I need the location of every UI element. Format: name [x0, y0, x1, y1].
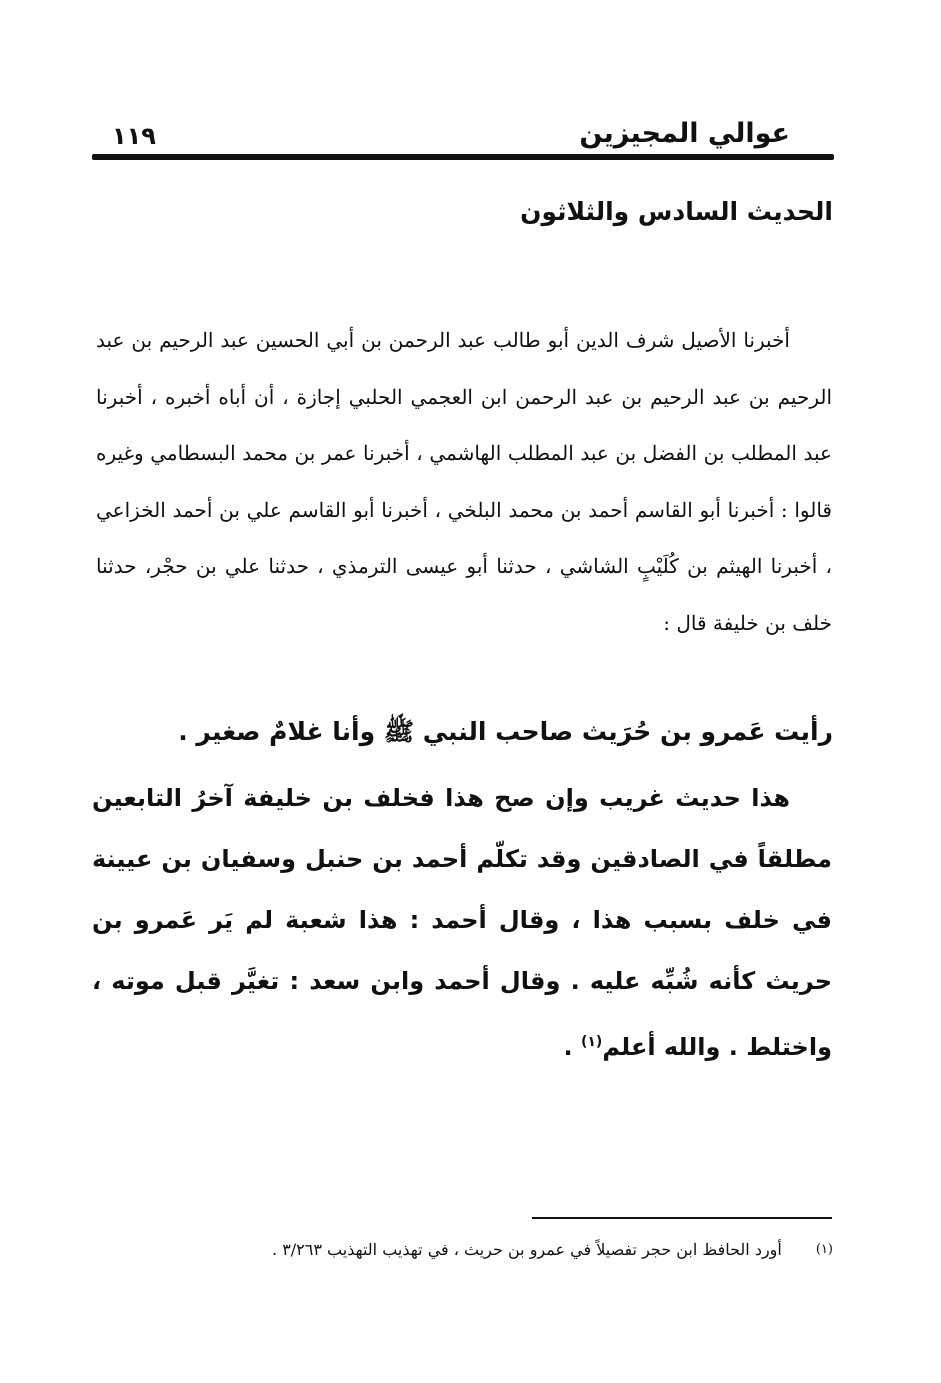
hadith-text: رأيت عَمرو بن حُرَيث صاحب النبي ﷺ وأنا غلامٌ صغير .: [178, 717, 833, 746]
footnote: [272, 1236, 833, 1264]
header-rule: [92, 154, 834, 160]
section-title: الحديث السادس والثلاثون: [520, 197, 833, 226]
footnote-text: أورد الحافظ ابن حجر تفصيلاً في عمرو بن حريث ، في تهذيب التهذيب ٣/٢٦٣ .: [272, 1240, 782, 1259]
page-number: ١١٩: [112, 122, 156, 150]
commentary-end: .: [563, 1033, 581, 1061]
running-title: عوالي المجيزين: [579, 118, 790, 149]
isnad-paragraph: [96, 312, 832, 651]
commentary-paragraph: [92, 768, 832, 1078]
footnote-marker: (١): [815, 1242, 833, 1257]
commentary-text: هذا حديث غريب وإن صح هذا فخلف بن خليفة آخرُ التابعين مطلقاً في الصادقين وقد تكلّم أحمد بن حنبل وسفيان بن عيينة في خلف بسبب هذا ، وقال أحمد : هذا شعبة لم يَر عَمرو بن حريث كأنه شُبِّه عليه . وقال أحمد وابن سعد : تغيَّر قبل موته ، واختلط . والله أعلم: [92, 784, 832, 1061]
page-header: [92, 108, 834, 156]
footnote-separator: [532, 1217, 832, 1219]
footnote-reference: (١): [580, 1034, 603, 1050]
isnad-text: أخبرنا الأصيل شرف الدين أبو طالب عبد الرحمن بن أبي الحسين عبد الرحيم بن عبد الرحيم بن عبد الرحيم بن عبد الرحمن ابن العجمي الحلبي إجازة ، أن أباه أخبره ، أخبرنا عبد المطلب بن الفضل بن عبد المطلب الهاشمي ، أخبرنا عمر بن محمد البسطامي وغيره قالوا : أخبرنا أبو القاسم أحمد بن محمد البلخي ، أخبرنا أبو القاسم علي بن أحمد الخزاعي ، أخبرنا الهيثم بن كُلَيْبٍ الشاشي ، حدثنا أبو عيسى الترمذي ، حدثنا علي بن حجْر، حدثنا خلف بن خليفة قال :: [96, 328, 832, 635]
